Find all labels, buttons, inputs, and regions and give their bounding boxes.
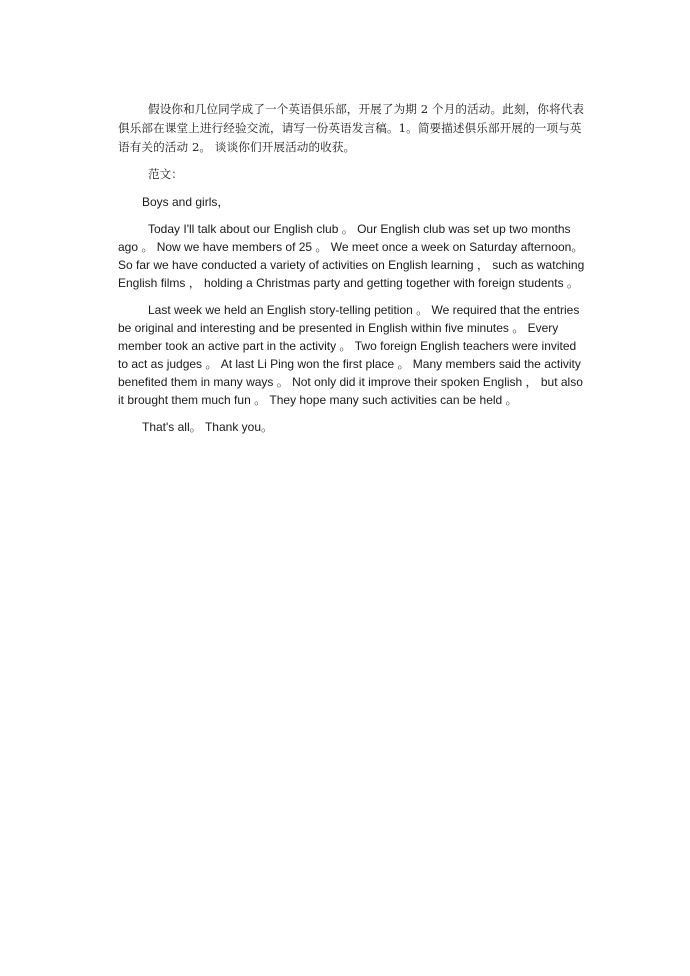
essay-greeting: Boys and girls， xyxy=(142,195,230,209)
essay-prompt: 假设你和几位同学成了一个英语俱乐部，开展了为期 2 个月的活动。此刻，你将代表俱乐部在课堂上进行经验交流，请写一份英语发言稿。1。简要描述俱乐部开展的一项与英语有关的活动 2。 谈谈你们开展活动的收获。 xyxy=(118,102,585,154)
essay-closing: That's all。 Thank you。 xyxy=(142,420,274,434)
sample-essay-label: 范文： xyxy=(148,167,183,181)
essay-paragraph-2: Last week we held an English story-telling petition 。 We required that the entries be original and interesting and be presented in English within five minutes 。 Every member took an active part in the activity 。 Two foreign English teachers were invited to act as judges 。 At last Li Ping won the first place 。 Many members said the activity benefited them in many ways 。 Not only did it improve their spoken English ， but also it brought them much fun 。 They hope many such activities can be held 。 xyxy=(118,303,583,407)
essay-paragraph-1: Today I'll talk about our English club 。 Our English club was set up two months ago 。 Now we have members of 25 。 We meet once a week on Saturday afternoon。 So far we have conducted a variety of activities on English learning ， such as watching English films ， holding a Christmas party and getting together with foreign students 。 xyxy=(118,222,585,290)
document-body xyxy=(118,100,588,436)
